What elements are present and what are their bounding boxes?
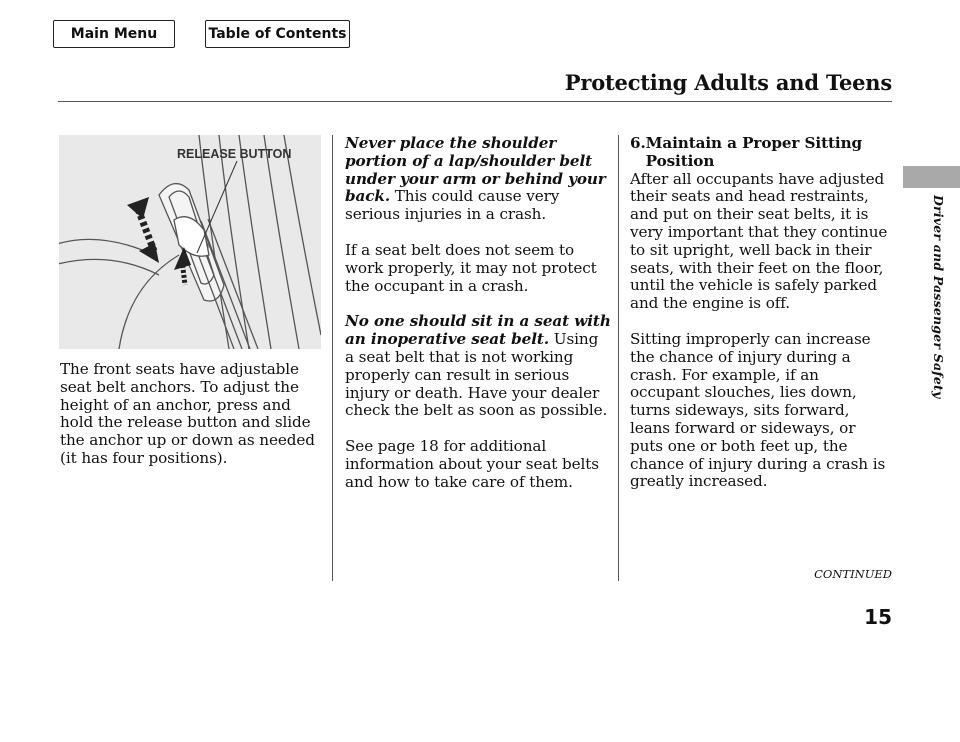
header-rule (58, 101, 892, 102)
sitting-position-paragraph: After all occupants have adjusted their seats and head restraints, and put on their seat belts, it is very important that they continue to sit upright, well back in their seats, with their feet on the floor, until the vehicle is safely parked and the engine is off. (630, 169, 888, 313)
seat-belt-anchor-illustration (59, 135, 321, 349)
section-title: Maintain a Proper Sitting Position (645, 134, 863, 170)
column-divider-2 (618, 135, 619, 581)
column-1 (60, 361, 328, 468)
section-side-label: Driver and Passenger Safety (931, 195, 946, 399)
section-number: 6. (630, 134, 646, 152)
release-button-label: RELEASE BUTTON (177, 147, 292, 161)
table-of-contents-button[interactable]: Table of Contents (205, 20, 350, 48)
anchor-adjust-paragraph: The front seats have adjustable seat belt anchors. To adjust the height of an anchor, press and hold the release button and slide the anchor up or down as needed (it has four positions). (60, 360, 315, 467)
section-tab (903, 166, 960, 188)
page-title: Protecting Adults and Teens (564, 70, 892, 95)
column-3 (630, 135, 892, 491)
warning-shoulder-belt-bold: Never place the shoulder portion of a lap/shoulder belt under your arm or behind your back. (345, 134, 606, 206)
column-2 (345, 135, 611, 492)
warning-shoulder-belt-text: This could cause very serious injuries in a crash. (345, 187, 560, 224)
sitting-improperly-paragraph: Sitting improperly can increase the chance of injury during a crash. For example, if an occupant slouches, lies down, turns sideways, sits forward, leans forward or sideways, or puts one or both feet up, the chance of injury during a crash is greatly increased. (630, 329, 886, 491)
seat-belt-anchor-drawing (59, 135, 321, 349)
continued-label: CONTINUED (814, 567, 892, 581)
warning-inoperative-belt-text: Using a seat belt that is not working properly can result in serious injury or death. Have your dealer check the belt as soon as possible. (345, 330, 608, 420)
section-heading (630, 135, 892, 171)
page-number: 15 (864, 605, 892, 629)
warning-inoperative-belt-bold: No one should sit in a seat with an inoperative seat belt. (345, 312, 611, 349)
seat-belt-malfunction-paragraph: If a seat belt does not seem to work properly, it may not protect the occupant in a crash. (345, 240, 597, 295)
column-divider-1 (332, 135, 333, 581)
main-menu-button[interactable]: Main Menu (53, 20, 175, 48)
warning-inoperative-belt (345, 313, 611, 420)
see-page-paragraph: See page 18 for additional information about your seat belts and how to take care of them. (345, 437, 599, 491)
warning-shoulder-belt (345, 135, 611, 224)
